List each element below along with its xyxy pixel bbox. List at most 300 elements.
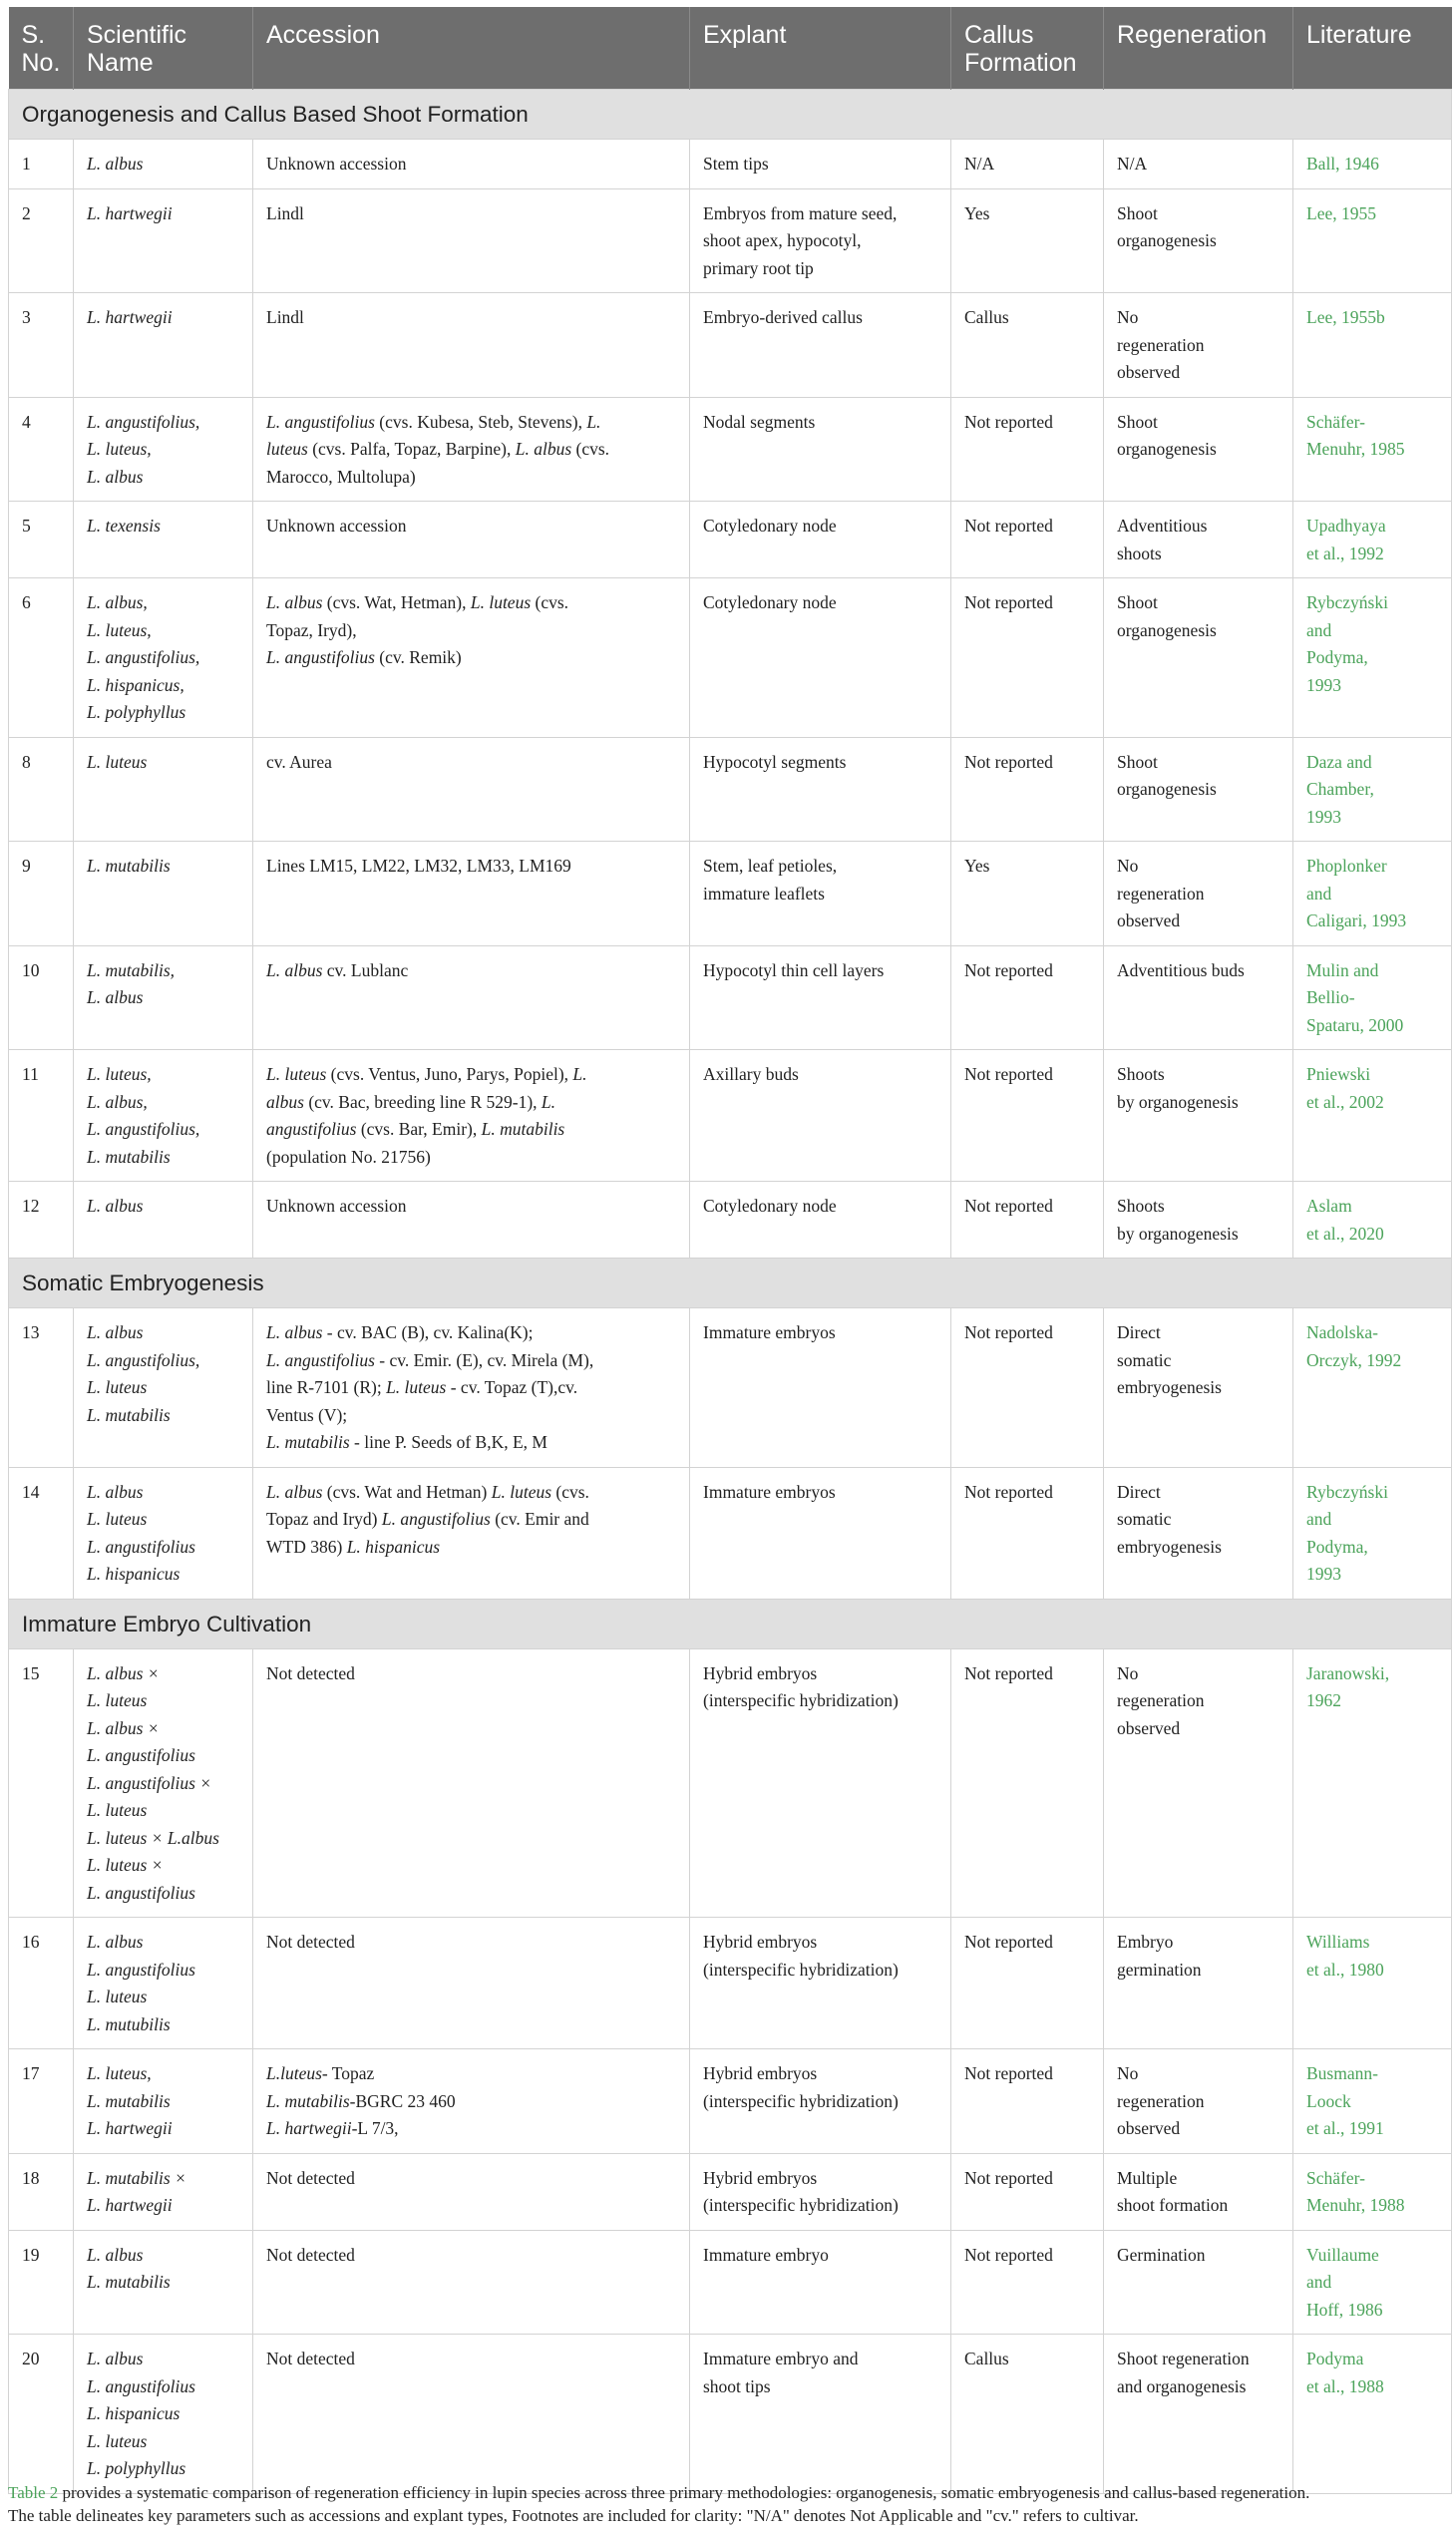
species-name: L. angustifolius [87, 2375, 195, 2396]
accession-species: L. luteus [491, 1481, 552, 1502]
section-title: Organogenesis and Callus Based Shoot Formation [9, 90, 1452, 140]
regeneration-line: observed [1117, 910, 1181, 930]
cell-sno: 6 [9, 578, 74, 738]
regeneration-line: observed [1117, 1717, 1181, 1738]
accession-line [266, 1534, 679, 1562]
accession-species: L. mutabilis [266, 1432, 350, 1452]
accession-text: Not detected [266, 1932, 355, 1952]
species-name: L. luteus [87, 1987, 148, 2006]
species-name: L. mutabilis × [87, 2167, 186, 2188]
regeneration-line: N/A [1117, 154, 1148, 174]
cell-callus-formation: Yes [951, 188, 1104, 293]
table-row [9, 842, 1452, 946]
accession-text: Marocco, Multolupa) [266, 466, 416, 487]
accession-line [266, 1193, 679, 1221]
species-name: L. albus, [87, 1091, 148, 1112]
cell-accession [253, 293, 690, 398]
regeneration-line: Shoot regeneration [1117, 2349, 1250, 2368]
literature-line: Podyma [1306, 2349, 1364, 2368]
regeneration-line: Shoots [1117, 1064, 1165, 1084]
species-name: L. albus [87, 2349, 144, 2368]
section-row [9, 1599, 1452, 1648]
literature-line: et al., 1992 [1306, 543, 1384, 563]
literature-line: Mulin and [1306, 959, 1379, 980]
literature-line: 1962 [1306, 1690, 1341, 1710]
accession-text: (cvs. Palfa, Topaz, Barpine), [307, 439, 516, 459]
accession-line [266, 2088, 679, 2116]
regeneration-line: Shoots [1117, 1196, 1165, 1216]
header-literature: Literature [1293, 7, 1452, 90]
cell-literature-link[interactable] [1293, 1308, 1452, 1468]
accession-text: - cv. Emir. (E), cv. Mirela (M), [374, 1349, 594, 1370]
literature-line: 1993 [1306, 806, 1341, 827]
cell-regeneration [1104, 293, 1293, 398]
cell-callus-formation: Callus [951, 2335, 1104, 2494]
explant-line: Axillary buds [703, 1064, 799, 1084]
cell-literature-link[interactable] [1293, 1182, 1452, 1259]
accession-species: L. luteus [386, 1377, 447, 1397]
cell-regeneration [1104, 1308, 1293, 1468]
cell-scientific-name [74, 2335, 253, 2494]
cell-scientific-name [74, 1648, 253, 1918]
accession-line [266, 1374, 679, 1402]
species-name: L. angustifolius, [87, 1349, 200, 1370]
regeneration-line: somatic [1117, 1349, 1172, 1370]
cell-accession [253, 2335, 690, 2494]
accession-line [266, 1116, 679, 1144]
table-row [9, 502, 1452, 578]
accession-line [266, 1479, 679, 1507]
species-name: L. mutabilis [87, 1146, 171, 1167]
literature-line: Schäfer- [1306, 2167, 1365, 2188]
cell-accession [253, 578, 690, 738]
species-name: L. polyphyllus [87, 702, 186, 722]
cell-scientific-name [74, 140, 253, 189]
accession-species: L. luteus [266, 1064, 327, 1084]
species-name: L. angustifolius [87, 1959, 195, 1980]
cell-callus-formation: Not reported [951, 502, 1104, 578]
header-row [9, 7, 1452, 90]
literature-line: Williams [1306, 1932, 1370, 1952]
cell-accession [253, 1648, 690, 1918]
cell-regeneration [1104, 2153, 1293, 2230]
species-name: L. albus [87, 1196, 144, 1216]
table-row [9, 2049, 1452, 2154]
cell-scientific-name [74, 1918, 253, 2049]
regeneration-line: Direct [1117, 1481, 1161, 1502]
species-name: L. angustifolius, [87, 647, 200, 667]
table-row [9, 293, 1452, 398]
species-name: L. mutabilis [87, 2272, 171, 2292]
cell-accession [253, 1308, 690, 1468]
cell-literature-link[interactable] [1293, 945, 1452, 1050]
header-regeneration: Regeneration [1104, 7, 1293, 90]
accession-species: L. [586, 411, 601, 432]
cell-explant [690, 1182, 951, 1259]
regeneration-line: regeneration [1117, 334, 1205, 355]
header-callus-formation: Callus Formation [951, 7, 1104, 90]
accession-text: (cvs. Wat and Hetman) [322, 1481, 492, 1502]
literature-line: Jaranowski, [1306, 1662, 1390, 1683]
regeneration-line: shoot formation [1117, 2195, 1229, 2215]
cell-scientific-name [74, 1050, 253, 1182]
cell-explant [690, 1467, 951, 1599]
accession-text: line R-7101 (R); [266, 1377, 387, 1397]
table-container [8, 7, 1451, 2494]
regeneration-line: No [1117, 1662, 1139, 1683]
cell-callus-formation: Not reported [951, 397, 1104, 502]
cell-literature-link[interactable] [1293, 1050, 1452, 1182]
regeneration-line: Germination [1117, 2244, 1206, 2265]
accession-text: Not detected [266, 2167, 355, 2188]
table-caption [8, 2481, 1451, 2527]
cell-sno: 9 [9, 842, 74, 946]
regeneration-line: organogenesis [1117, 619, 1217, 640]
cell-callus-formation: Not reported [951, 2153, 1104, 2230]
explant-line: (interspecific hybridization) [703, 2090, 899, 2111]
lupin-regeneration-table [8, 7, 1452, 2494]
accession-line [266, 464, 679, 492]
cell-regeneration [1104, 1918, 1293, 2049]
explant-line: Hybrid embryos [703, 1932, 818, 1952]
literature-line: Bellio- [1306, 987, 1355, 1007]
species-name: L. hartwegii [87, 2118, 173, 2138]
literature-line: Upadhyaya [1306, 516, 1386, 536]
accession-species: angustifolius [266, 1119, 357, 1139]
species-name: L. luteus × [87, 1855, 164, 1875]
literature-line: Daza and [1306, 751, 1372, 772]
accession-text: (cvs. Ventus, Juno, Parys, Popiel), [326, 1064, 573, 1084]
cell-scientific-name [74, 2049, 253, 2154]
accession-text: - cv. Topaz (T),cv. [446, 1377, 578, 1397]
literature-line: Lee, 1955b [1306, 307, 1385, 327]
regeneration-line: regeneration [1117, 2090, 1205, 2111]
accession-text: (cv. Emir and [490, 1509, 589, 1529]
regeneration-line: No [1117, 2063, 1139, 2083]
species-name: L. angustifolius [87, 1882, 195, 1903]
species-name: L. albus × [87, 1662, 160, 1683]
cell-literature-link[interactable] [1293, 737, 1452, 842]
explant-line: Stem, leaf petioles, [703, 856, 838, 876]
cell-literature-link[interactable] [1293, 2335, 1452, 2494]
cell-regeneration [1104, 737, 1293, 842]
table-row [9, 1182, 1452, 1259]
regeneration-line: organogenesis [1117, 779, 1217, 799]
explant-line: Cotyledonary node [703, 592, 837, 612]
accession-text: Unknown accession [266, 516, 407, 536]
accession-species: L. mutabilis [266, 2090, 350, 2111]
cell-sno: 10 [9, 945, 74, 1050]
regeneration-line: regeneration [1117, 1690, 1205, 1710]
species-name: L. luteus × L.albus [87, 1827, 219, 1848]
explant-line: shoot apex, hypocotyl, [703, 230, 862, 250]
table-row [9, 578, 1452, 738]
cell-accession [253, 2230, 690, 2335]
accession-text: Not detected [266, 1662, 355, 1683]
cell-accession [253, 842, 690, 946]
cell-accession [253, 1467, 690, 1599]
cell-explant [690, 842, 951, 946]
cell-scientific-name [74, 1182, 253, 1259]
regeneration-line: Adventitious [1117, 516, 1208, 536]
explant-line: Hybrid embryos [703, 2167, 818, 2188]
regeneration-line: organogenesis [1117, 439, 1217, 459]
literature-line: Schäfer- [1306, 411, 1365, 432]
explant-line: Immature embryos [703, 1481, 836, 1502]
accession-text: (cvs. Bar, Emir), [356, 1119, 482, 1139]
accession-line [266, 513, 679, 541]
cell-literature-link[interactable] [1293, 1918, 1452, 2049]
species-name: L. angustifolius × [87, 1772, 212, 1793]
caption-table-link[interactable]: Table 2 [8, 2483, 59, 2502]
cell-literature-link[interactable] [1293, 140, 1452, 189]
species-name: L. mutabilis [87, 1404, 171, 1425]
species-name: L. luteus [87, 1509, 148, 1529]
cell-explant [690, 1648, 951, 1918]
cell-literature-link[interactable] [1293, 397, 1452, 502]
regeneration-line: regeneration [1117, 883, 1205, 904]
cell-literature-link[interactable] [1293, 502, 1452, 578]
literature-line: Vuillaume [1306, 2244, 1379, 2265]
cell-literature-link[interactable] [1293, 1467, 1452, 1599]
table-row [9, 140, 1452, 189]
cell-explant [690, 1918, 951, 2049]
cell-accession [253, 502, 690, 578]
species-name: L. luteus [87, 751, 148, 772]
accession-line [266, 1347, 679, 1375]
accession-species: L. [572, 1064, 587, 1084]
explant-line: shoot tips [703, 2375, 771, 2396]
accession-species: L. angustifolius [266, 1349, 375, 1370]
cell-scientific-name [74, 737, 253, 842]
explant-line: Cotyledonary node [703, 516, 837, 536]
explant-line: Immature embryo [703, 2244, 829, 2265]
accession-text: Not detected [266, 2244, 355, 2265]
caption-text-line2: The table delineates key parameters such as accessions and explant types, Footnotes are included for clarity: "N/A" denotes Not Applicable and "cv." refers to cultivar. [8, 2506, 1139, 2525]
cell-accession [253, 397, 690, 502]
explant-line: (interspecific hybridization) [703, 1959, 899, 1980]
species-name: L. albus, [87, 592, 148, 612]
explant-line: Hybrid embryos [703, 2063, 818, 2083]
regeneration-line: observed [1117, 362, 1181, 382]
accession-text: (cvs. [571, 439, 610, 459]
table-body [9, 90, 1452, 2494]
cell-accession [253, 140, 690, 189]
species-name: L. hispanicus, [87, 674, 184, 695]
cell-scientific-name [74, 2153, 253, 2230]
table-row [9, 737, 1452, 842]
species-name: L. luteus, [87, 2063, 152, 2083]
cell-callus-formation: Callus [951, 293, 1104, 398]
regeneration-line: Shoot [1117, 411, 1158, 432]
accession-species: L. hartwegii [266, 2118, 352, 2138]
cell-explant [690, 502, 951, 578]
species-name: L. angustifolius [87, 1536, 195, 1557]
literature-line: and [1306, 1509, 1332, 1529]
accession-line [266, 2115, 679, 2143]
cell-callus-formation: Not reported [951, 1182, 1104, 1259]
accession-line [266, 749, 679, 777]
accession-species: L. luteus [470, 592, 532, 612]
cell-sno: 1 [9, 140, 74, 189]
cell-sno: 14 [9, 1467, 74, 1599]
regeneration-line: and organogenesis [1117, 2375, 1247, 2396]
cell-regeneration [1104, 2230, 1293, 2335]
accession-text: (cvs. Kubesa, Steb, Stevens), [374, 411, 587, 432]
accession-species: L. hispanicus [346, 1536, 441, 1557]
cell-regeneration [1104, 397, 1293, 502]
accession-text: (cvs. [551, 1481, 589, 1502]
section-row [9, 90, 1452, 140]
cell-accession [253, 1182, 690, 1259]
table-header [9, 7, 1452, 90]
cell-sno: 3 [9, 293, 74, 398]
explant-line: Immature embryos [703, 1322, 836, 1342]
cell-literature-link[interactable] [1293, 2049, 1452, 2154]
cell-scientific-name [74, 2230, 253, 2335]
table-row [9, 1050, 1452, 1182]
cell-literature-link[interactable] [1293, 2153, 1452, 2230]
species-name: L. mutubilis [87, 2013, 171, 2034]
cell-accession [253, 1918, 690, 2049]
literature-line: 1993 [1306, 674, 1341, 695]
cell-sno: 8 [9, 737, 74, 842]
literature-line: et al., 2020 [1306, 1223, 1384, 1244]
accession-line [266, 1319, 679, 1347]
cell-explant [690, 1308, 951, 1468]
literature-line: Loock [1306, 2090, 1351, 2111]
cell-accession [253, 2049, 690, 2154]
accession-line [266, 617, 679, 645]
table-row [9, 1648, 1452, 1918]
cell-callus-formation: Not reported [951, 2049, 1104, 2154]
cell-callus-formation: Not reported [951, 1050, 1104, 1182]
cell-callus-formation: Not reported [951, 1918, 1104, 2049]
explant-line: Hybrid embryos [703, 1662, 818, 1683]
accession-text: Topaz, Iryd), [266, 619, 357, 640]
cell-accession [253, 188, 690, 293]
species-name: L. polyphyllus [87, 2458, 186, 2478]
cell-regeneration [1104, 2335, 1293, 2494]
cell-accession [253, 945, 690, 1050]
accession-text: -BGRC 23 460 [349, 2090, 456, 2111]
explant-line: Immature embryo and [703, 2349, 859, 2368]
cell-literature-link[interactable] [1293, 842, 1452, 946]
literature-line: Orczyk, 1992 [1306, 1349, 1402, 1370]
cell-scientific-name [74, 188, 253, 293]
cell-scientific-name [74, 397, 253, 502]
explant-line: Hypocotyl thin cell layers [703, 959, 885, 980]
species-name: L. albus [87, 2244, 144, 2265]
accession-species: L. albus [515, 439, 572, 459]
accession-line [266, 409, 679, 437]
header-sno: S. No. [9, 7, 74, 90]
cell-explant [690, 2049, 951, 2154]
cell-explant [690, 737, 951, 842]
table-row [9, 1467, 1452, 1599]
accession-line [266, 1929, 679, 1957]
cell-literature-link[interactable] [1293, 293, 1452, 398]
cell-literature-link[interactable] [1293, 578, 1452, 738]
literature-line: Caligari, 1993 [1306, 910, 1407, 930]
cell-callus-formation: Not reported [951, 1308, 1104, 1468]
accession-text: Lindl [266, 202, 304, 223]
accession-species: albus [266, 1091, 304, 1112]
species-name: L. texensis [87, 516, 161, 536]
cell-accession [253, 737, 690, 842]
cell-explant [690, 397, 951, 502]
species-name: L. albus [87, 154, 144, 174]
explant-line: Stem tips [703, 154, 769, 174]
species-name: L. albus × [87, 1717, 160, 1738]
species-name: L. albus [87, 1481, 144, 1502]
cell-regeneration [1104, 1050, 1293, 1182]
literature-line: and [1306, 2272, 1332, 2292]
cell-explant [690, 2230, 951, 2335]
cell-sno: 17 [9, 2049, 74, 2154]
cell-literature-link[interactable] [1293, 188, 1452, 293]
accession-text: cv. Aurea [266, 751, 332, 772]
species-name: L. luteus [87, 1690, 148, 1710]
section-title: Somatic Embryogenesis [9, 1259, 1452, 1308]
cell-regeneration [1104, 1648, 1293, 1918]
accession-species: L. albus [266, 592, 323, 612]
cell-regeneration [1104, 1467, 1293, 1599]
accession-text: (cv. Remik) [374, 647, 462, 667]
cell-regeneration [1104, 578, 1293, 738]
table-row [9, 1308, 1452, 1468]
regeneration-line: Multiple [1117, 2167, 1178, 2188]
accession-line [266, 1660, 679, 1688]
regeneration-line: Shoot [1117, 751, 1158, 772]
cell-literature-link[interactable] [1293, 1648, 1452, 1918]
cell-regeneration [1104, 945, 1293, 1050]
accession-text: Lindl [266, 307, 304, 327]
regeneration-line: No [1117, 307, 1139, 327]
literature-line: Busmann- [1306, 2063, 1378, 2083]
accession-text: Not detected [266, 2349, 355, 2368]
literature-line: and [1306, 619, 1332, 640]
cell-literature-link[interactable] [1293, 2230, 1452, 2335]
cell-explant [690, 578, 951, 738]
literature-line: Chamber, [1306, 779, 1374, 799]
accession-text: Topaz [327, 2063, 375, 2083]
accession-text: (cvs. Wat, Hetman), [322, 592, 471, 612]
species-name: L. angustifolius, [87, 1119, 200, 1139]
accession-line [266, 304, 679, 332]
cell-explant [690, 140, 951, 189]
cell-explant [690, 945, 951, 1050]
cell-explant [690, 2335, 951, 2494]
explant-line: Nodal segments [703, 411, 816, 432]
cell-accession [253, 2153, 690, 2230]
accession-species: L. [541, 1091, 556, 1112]
cell-scientific-name [74, 842, 253, 946]
cell-accession [253, 1050, 690, 1182]
cell-sno: 2 [9, 188, 74, 293]
accession-species: L. albus [266, 959, 323, 980]
accession-species: L. mutabilis [481, 1119, 565, 1139]
literature-line: Phoplonker [1306, 856, 1387, 876]
cell-callus-formation: Not reported [951, 578, 1104, 738]
cell-callus-formation: Yes [951, 842, 1104, 946]
cell-scientific-name [74, 1467, 253, 1599]
cell-regeneration [1104, 842, 1293, 946]
accession-text: -L 7/3, [351, 2118, 399, 2138]
accession-text: Unknown accession [266, 154, 407, 174]
accession-line [266, 1089, 679, 1117]
regeneration-line: embryogenesis [1117, 1536, 1222, 1557]
